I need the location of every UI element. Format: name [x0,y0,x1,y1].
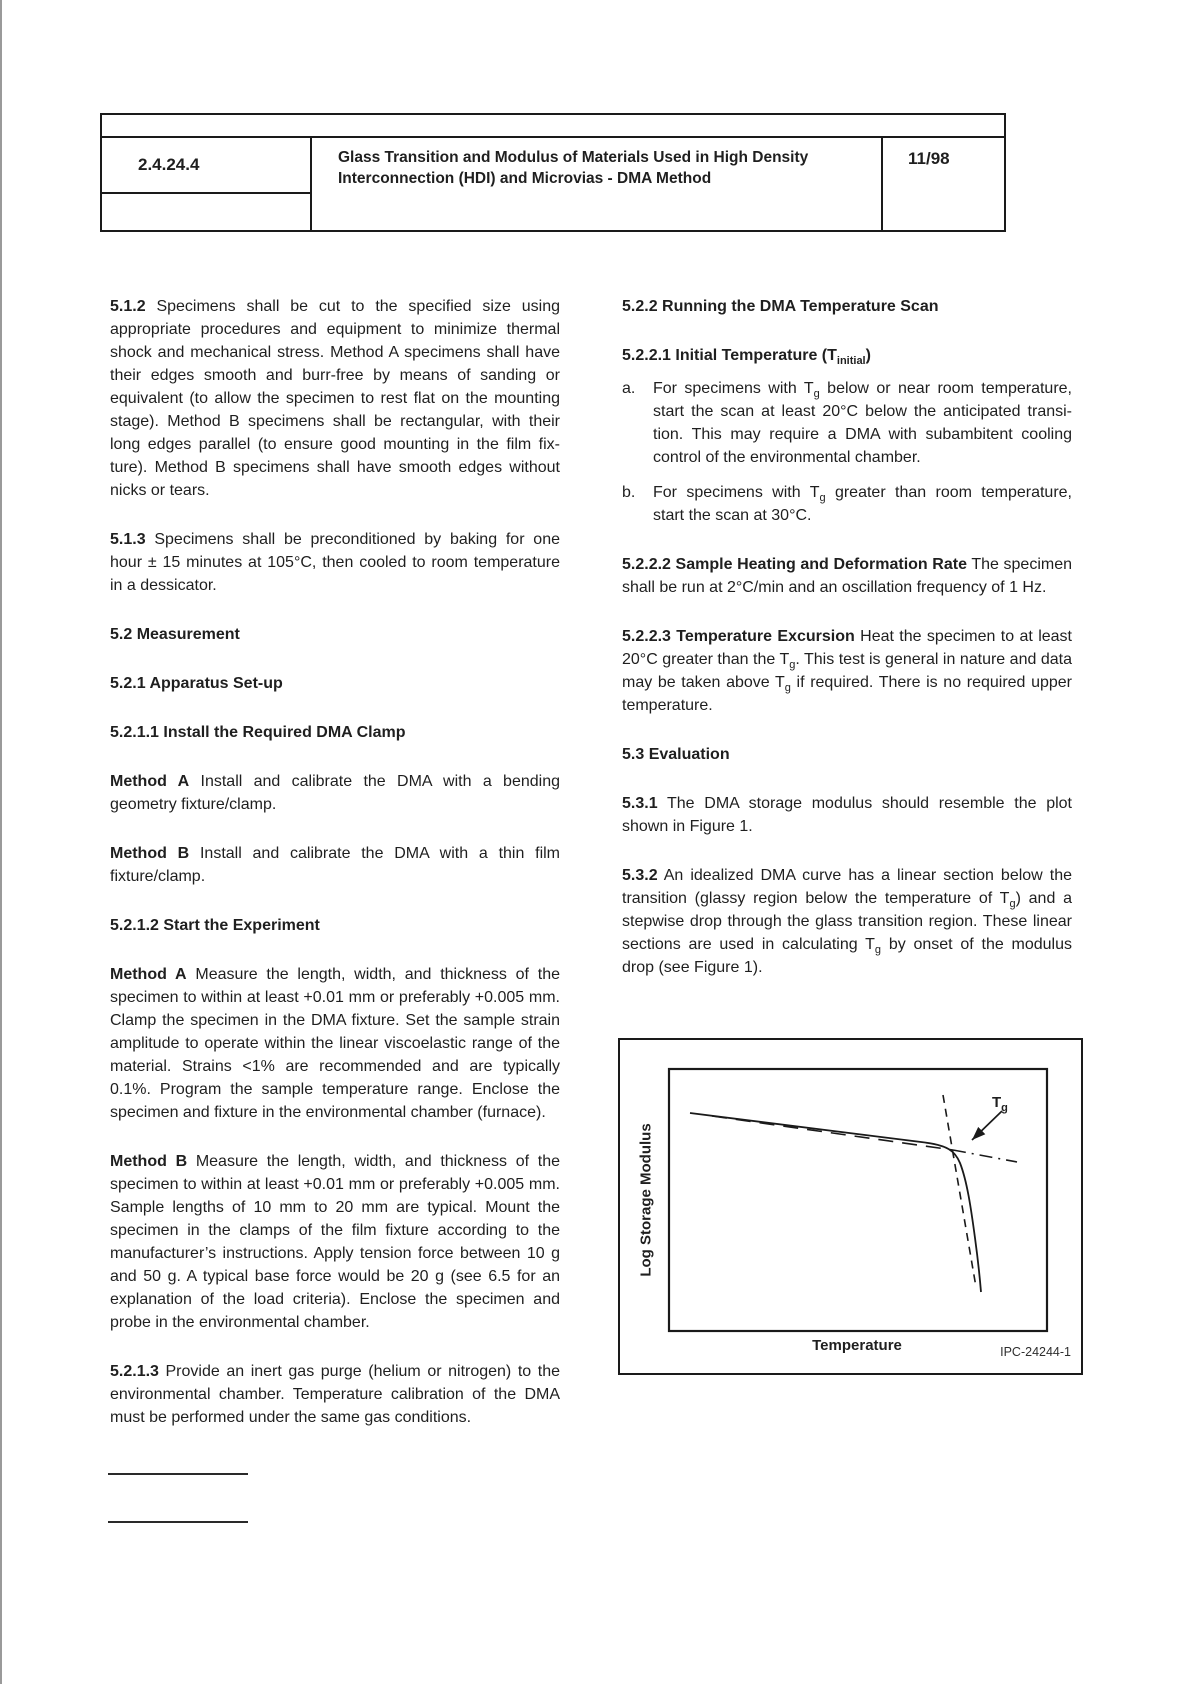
subscript-text: g [789,659,796,672]
header-number-cell [102,138,312,230]
tg-arrow [972,1111,1002,1140]
text-run: 5.2 Measurement [110,626,240,643]
paragraph [110,963,560,1124]
transition-tangent-dashed [943,1095,976,1287]
test-method-number: 2.4.24.4 [102,138,310,194]
text-run: . This test is general in nature and data may be taken above T [622,651,1072,691]
text-run: For specimens with T [653,380,814,397]
footnote-rule-2 [108,1521,248,1523]
text-run: Measure the length, width, and thickness of the specimen to within at least +0.01 mm or preferably +0.005 mm. Sample lengths of 10 mm to 20 mm are typical. Mount the specimen in the clamps of the film fixture according to the manufacturer’s instructions. Apply tension force between 10 g and 50 g. A typical base force would be 20 g (see 6.5 for an explanation of the load criteria). Enclose the specimen and probe in the environmental chamber. [110,1153,560,1331]
paragraph [110,1150,560,1334]
text-run: if required. There is no required upper temperature. [622,674,1073,714]
header-main-row [102,138,1004,230]
text-run: 5.2.1 Apparatus Set-up [110,675,283,692]
text-run: below or near room temperature, start the scan at least 20°C below the anticipated transition. This may require a DMA with subambitent cooling control of the environmental chamber. [653,380,1073,466]
text-run: greater than room temperature, start the scan at 30°C. [653,484,1072,524]
x-axis-label: Temperature [812,1337,902,1354]
text-run: 5.2.2 Running the DMA Temperature Scan [622,298,939,315]
text-run: 5.2.1.1 Install the Required DMA Clamp [110,724,406,741]
text-run: 5.2.1.3 [110,1363,159,1380]
paragraph [622,625,1072,717]
extrapolation-dash-dot [953,1150,1017,1162]
document-title: Glass Transition and Modulus of Materials Used in High Density Interconnection (HDI) and Microvias - DMA Method [338,149,809,187]
figure-caption: IPC-24244-1 [1000,1345,1071,1359]
text-run: 5.2.2.3 Temperature Excursion [622,628,855,645]
text-run: 5.2.1.2 Start the Experiment [110,917,320,934]
paragraph [622,792,1072,838]
paragraph [110,842,560,888]
paragraph [622,553,1072,599]
section-heading [110,623,560,646]
section-heading [622,295,1072,318]
text-run: The DMA storage modulus should resemble the plot shown in Figure 1. [622,795,1072,835]
text-run: Method A [110,966,187,983]
subscript-text: g [813,388,820,401]
figure-1 [618,1038,1083,1375]
text-run: An idealized DMA curve has a linear section below the transition (glassy region below the temperature of T [622,867,1072,907]
text-run: Method A [110,773,190,790]
list-item-marker: a. [622,380,636,397]
list-item-marker: b. [622,484,636,501]
text-run: ) [865,347,871,364]
text-run: 5.3.1 [622,795,658,812]
paragraph [622,864,1072,979]
tg-annotation [992,1094,1008,1114]
section-heading [110,914,560,937]
y-axis-label: Log Storage Modulus [637,1123,655,1277]
text-run: 5.1.2 [110,298,146,315]
list-item [622,481,1072,527]
text-run: Specimens shall be cut to the specified size using appropriate procedures and equipment to minimize thermal shock and mechanical stress. Method A specimens shall have their edges smooth and burr-free by means of sanding or equivalent (to allow the specimen to rest flat on the mounting stage). Method B specimens shall be rectangular, with their long edges parallel (to ensure good mounting in the film fixture). Method B specimens shall have smooth edges without nicks or tears. [110,298,560,499]
header-top-row [102,115,1004,138]
text-run: ) and a stepwise drop through the glass transition region. These linear sections are used in calculating T [622,890,1072,953]
section-heading [622,344,1072,367]
text-run: Measure the length, width, and thickness of the specimen to within at least +0.01 mm or preferably +0.005 mm. Clamp the specimen in the DMA fixture. Set the sample strain amplitude to operate within the linear viscoelastic range of the material. Strains <1% are recommended and are typically 0.1%. Program the sample temperature range. Enclose the specimen and fixture in the environmental chamber (furnace). [110,966,561,1121]
subscript-text: g [1001,1102,1008,1114]
subscript-text: initial [836,355,866,368]
text-run: Install and calibrate the DMA with a bending geometry fixture/clamp. [110,773,560,813]
plot-frame [669,1069,1047,1331]
text-run: Install and calibrate the DMA with a thin film fixture/clamp. [110,845,561,885]
section-heading [622,743,1072,766]
glassy-extrapolation-dashed [712,1116,953,1150]
text-run: Provide an inert gas purge (helium or nitrogen) to the environmental chamber. Temperature calibration of the DMA must be performed under the same gas conditions. [110,1363,560,1426]
section-heading [110,672,560,695]
paragraph [110,295,560,502]
header-table [100,113,1006,232]
text-run: Specimens shall be preconditioned by baking for one hour ± 15 minutes at 105°C, then cooled to room temperature in a dessicator. [110,531,560,594]
paragraph [110,528,560,597]
list-item [622,377,1072,469]
text-run: 5.1.3 [110,531,146,548]
subscript-text: g [1009,898,1016,911]
text-run: 5.3.2 [622,867,658,884]
text-run: For specimens with T [653,484,820,501]
header-date: 11/98 [881,138,1004,230]
section-heading [110,721,560,744]
left-column [110,295,560,1455]
modulus-curve [690,1113,981,1292]
text-run: Method B [110,845,190,862]
dma-plot [620,1040,1081,1373]
header-number-empty-cell [102,194,310,230]
subscript-text: g [784,682,791,695]
subscript-text: g [819,492,826,505]
right-column [622,295,1072,1005]
text-run: 5.2.2.1 Initial Temperature (T [622,347,837,364]
paragraph [110,770,560,816]
subscript-text: g [874,944,882,957]
text-run: T [992,1094,1002,1111]
text-run: The specimen shall be run at 2°C/min and an oscillation frequency of 1 Hz. [622,556,1073,596]
text-run: 5.3 Evaluation [622,746,730,763]
footnote-rule-1 [108,1473,248,1475]
text-run: by onset of the modulus drop (see Figure 1). [622,936,1073,976]
paragraph [110,1360,560,1429]
text-run: Heat the specimen to at least 20°C greater than the T [622,628,1072,668]
text-run: 5.2.2.2 Sample Heating and Deformation Rate [622,556,967,573]
text-run: Method B [110,1153,188,1170]
page-edge-line [0,0,2,1684]
